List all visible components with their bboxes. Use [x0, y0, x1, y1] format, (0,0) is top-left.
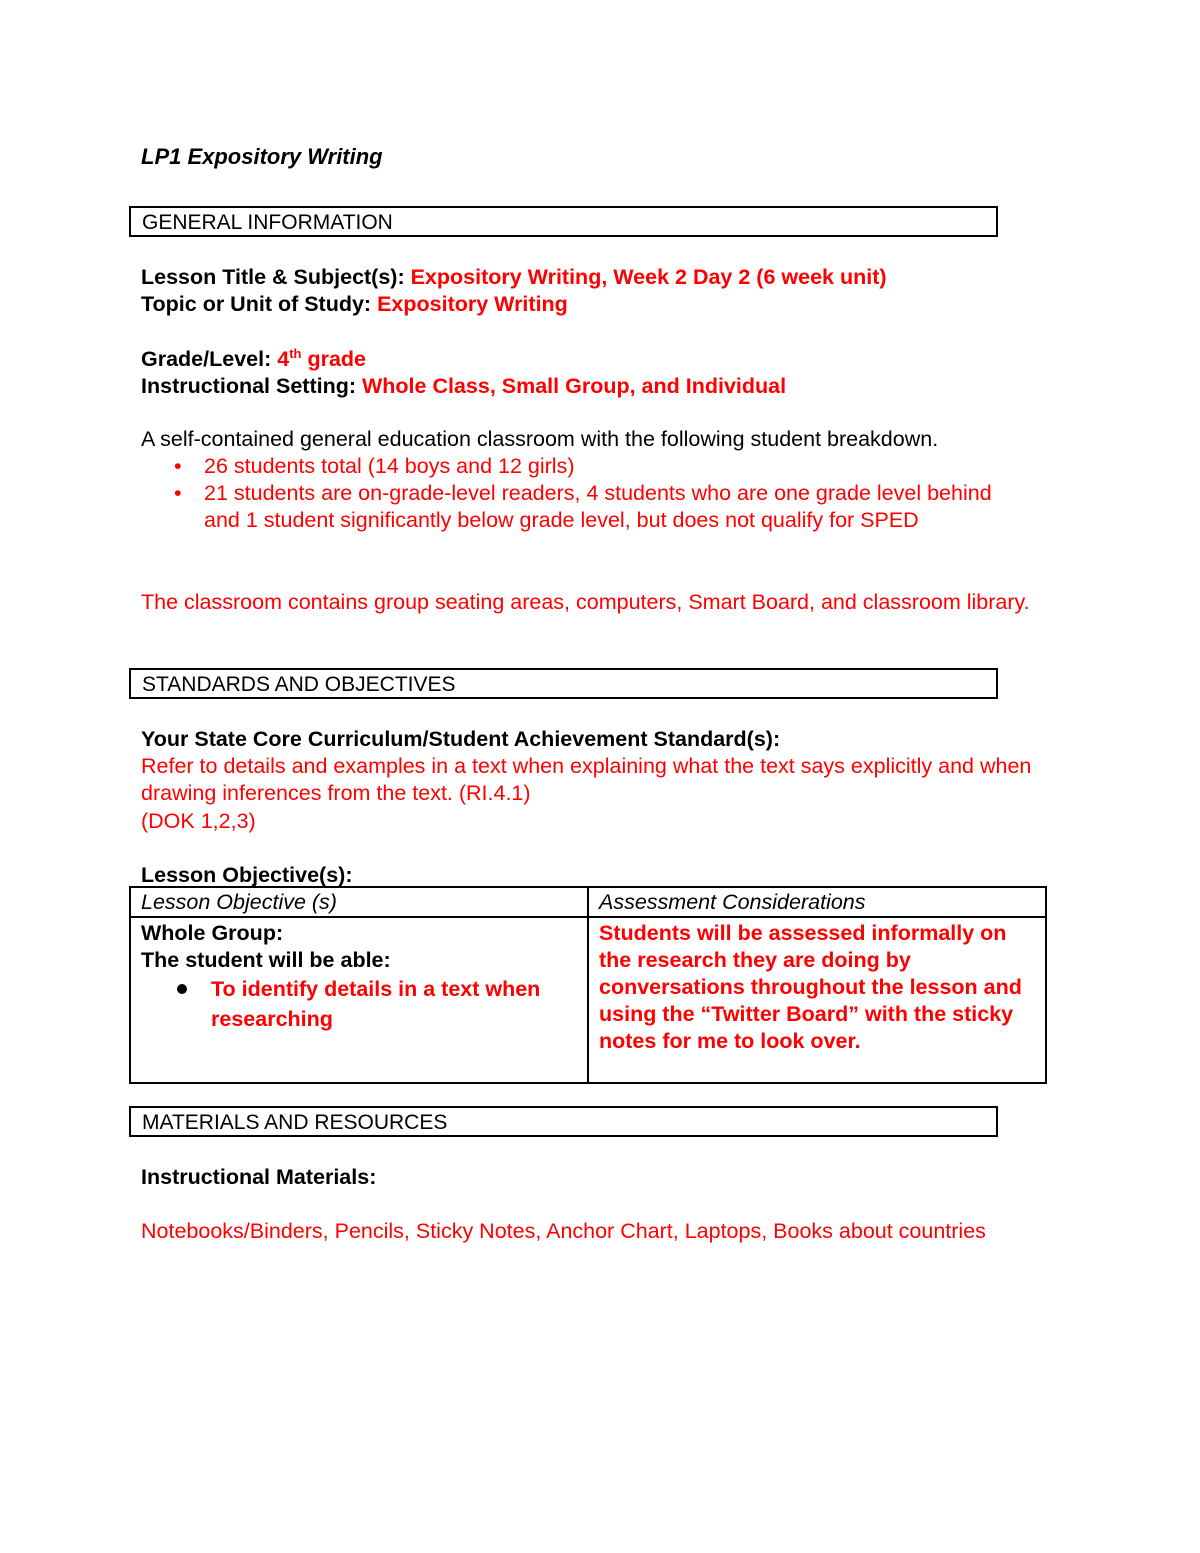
student-breakdown-list	[141, 453, 1011, 534]
section-header-label: MATERIALS AND RESOURCES	[142, 1111, 448, 1134]
setting-label: Instructional Setting:	[141, 374, 362, 398]
core-curriculum-text: Refer to details and examples in a text when explaining what the text says explicitly and when drawing inferences from the text. (RI.4.1)	[141, 754, 1032, 805]
assessment-column-header: Assessment Considerations	[588, 887, 1046, 917]
objectives-table	[129, 886, 1047, 1084]
list-item-text: 21 students are on-grade-level readers, 4 students who are one grade level behind and 1 student significantly below grade level, but does not qualify for SPED	[204, 481, 992, 532]
grade-number: 4	[277, 347, 290, 371]
objective-item	[141, 974, 577, 1034]
list-item	[141, 453, 1011, 480]
standards-objectives-header	[129, 668, 998, 699]
dok-text: (DOK 1,2,3)	[141, 809, 256, 833]
classroom-intro: A self-contained general education classroom with the following student breakdown.	[141, 427, 939, 451]
grade-label: Grade/Level:	[141, 347, 278, 371]
grade-superscript: th	[289, 345, 302, 361]
section-header-label: GENERAL INFORMATION	[142, 211, 393, 234]
lesson-title-line	[141, 264, 887, 291]
list-item-text: 26 students total (14 boys and 12 girls)	[204, 454, 575, 478]
bullet-icon	[177, 984, 187, 994]
grade-suffix: grade	[301, 347, 367, 371]
instructional-materials-value: Notebooks/Binders, Pencils, Sticky Notes, Anchor Chart, Laptops, Books about countries	[141, 1219, 986, 1243]
objective-item-text: To identify details in a text when researching	[211, 977, 541, 1031]
table-header-row	[130, 887, 1046, 917]
classroom-contains: The classroom contains group seating areas, computers, Smart Board, and classroom library.	[141, 590, 1030, 614]
whole-group-label: Whole Group:	[141, 921, 284, 945]
document-title: LP1 Expository Writing	[141, 144, 383, 169]
assessment-text: Students will be assessed informally on the research they are doing by conversations throughout the lesson and using the “Twitter Board” with the sticky notes for me to look over.	[599, 921, 1022, 1053]
lesson-title-label: Lesson Title & Subject(s):	[141, 265, 411, 289]
grade-line	[141, 346, 366, 373]
bullet-icon: •	[174, 454, 182, 478]
setting-line	[141, 373, 786, 400]
assessment-cell	[588, 917, 1046, 1083]
list-item	[141, 480, 1011, 534]
bullet-icon: •	[174, 481, 182, 505]
core-curriculum-label: Your State Core Curriculum/Student Achievement Standard(s):	[141, 727, 781, 751]
lesson-objectives-label: Lesson Objective(s):	[141, 863, 353, 887]
general-information-header	[129, 206, 998, 237]
topic-label: Topic or Unit of Study:	[141, 292, 378, 316]
student-able-label: The student will be able:	[141, 948, 391, 972]
table-row	[130, 917, 1046, 1083]
setting-value: Whole Class, Small Group, and Individual	[361, 374, 787, 398]
topic-line	[141, 291, 568, 318]
objective-cell	[130, 917, 588, 1083]
materials-resources-header	[129, 1106, 998, 1137]
instructional-materials-label: Instructional Materials:	[141, 1165, 377, 1189]
grade-value	[277, 347, 366, 371]
section-header-label: STANDARDS AND OBJECTIVES	[142, 673, 456, 696]
objective-column-header: Lesson Objective (s)	[130, 887, 588, 917]
lesson-title-value: Expository Writing, Week 2 Day 2 (6 week unit)	[410, 265, 887, 289]
topic-value: Expository Writing	[377, 292, 568, 316]
